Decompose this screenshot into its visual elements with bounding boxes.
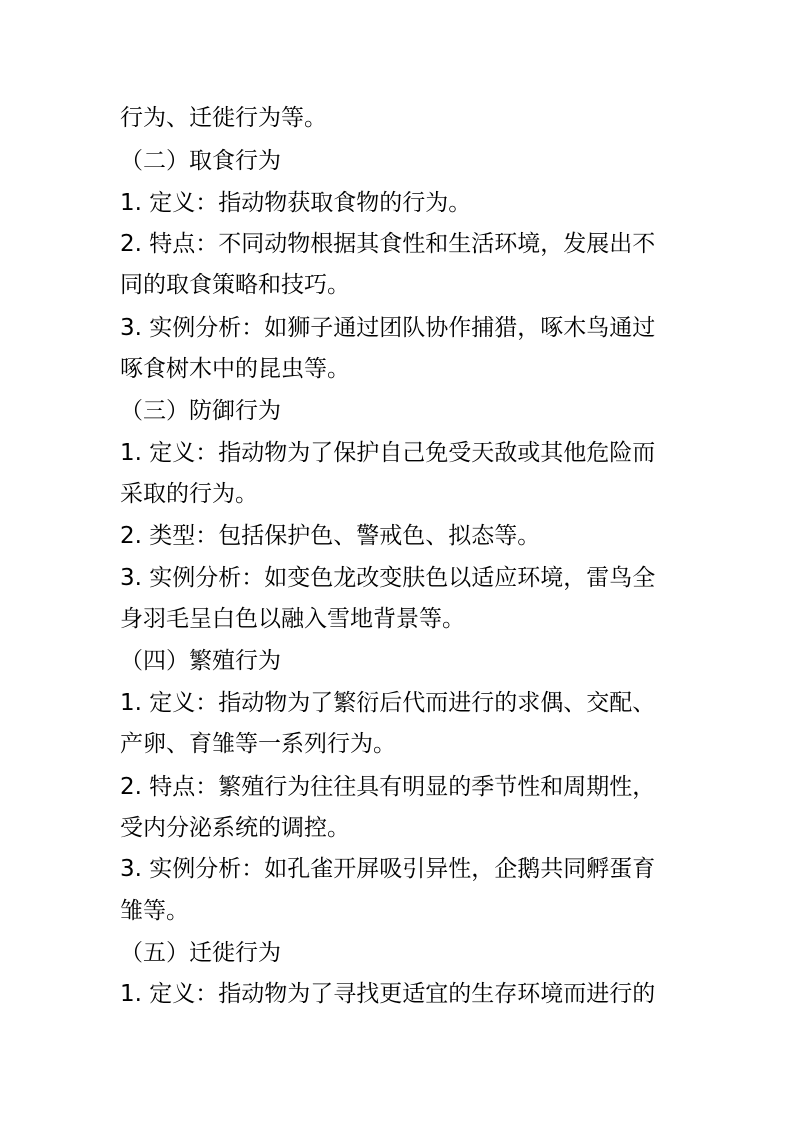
text-line: 2. 类型：包括保护色、警戒色、拟态等。 — [120, 523, 541, 549]
text-line: 1. 定义：指动物为了保护自己免受天敌或其他危险而 — [120, 440, 656, 466]
text-line: 产卵、育雏等一系列行为。 — [120, 731, 396, 757]
text-line: 行为、迁徙行为等。 — [120, 105, 327, 131]
section-heading: （五）迁徙行为 — [120, 940, 281, 966]
text-line: 1. 定义：指动物获取食物的行为。 — [120, 190, 472, 216]
text-line: 1. 定义：指动物为了繁衍后代而进行的求偶、交配、 — [120, 690, 656, 716]
text-line: 雏等。 — [120, 898, 189, 924]
section-heading: （三）防御行为 — [120, 398, 281, 424]
text-line: 啄食树木中的昆虫等。 — [120, 356, 350, 382]
text-line: 2. 特点：繁殖行为往往具有明显的季节性和周期性， — [120, 774, 656, 800]
text-line: 1. 定义：指动物为了寻找更适宜的生存环境而进行的 — [120, 981, 656, 1007]
text-line: 同的取食策略和技巧。 — [120, 272, 350, 298]
text-line: 3. 实例分析：如孔雀开屏吸引异性，企鹅共同孵蛋育 — [120, 856, 656, 882]
text-line: 2. 特点：不同动物根据其食性和生活环境，发展出不 — [120, 231, 656, 257]
text-line: 身羽毛呈白色以融入雪地背景等。 — [120, 606, 465, 632]
text-line: 采取的行为。 — [120, 481, 258, 507]
text-line: 受内分泌系统的调控。 — [120, 815, 350, 841]
section-heading: （二）取食行为 — [120, 148, 281, 174]
text-line: 3. 实例分析：如变色龙改变肤色以适应环境，雷鸟全 — [120, 565, 656, 591]
text-line: 3. 实例分析：如狮子通过团队协作捕猎，啄木鸟通过 — [120, 315, 656, 341]
section-heading: （四）繁殖行为 — [120, 648, 281, 674]
